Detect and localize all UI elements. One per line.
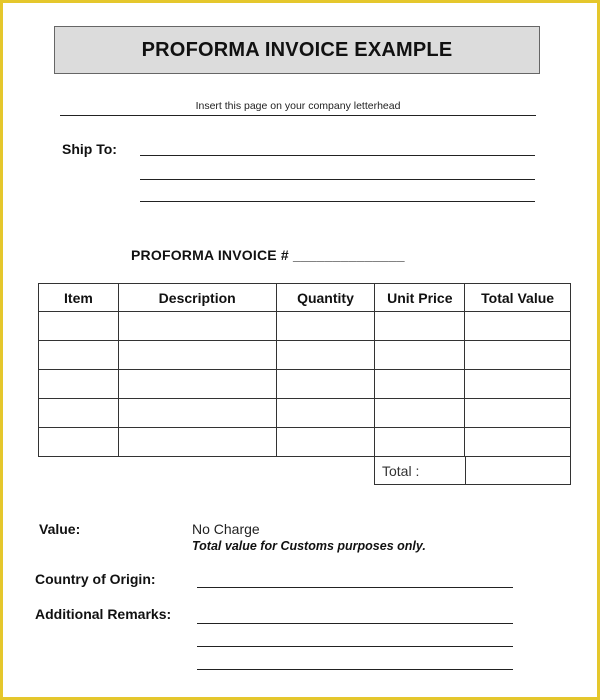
item-cell[interactable] <box>39 341 119 370</box>
total-value-cell[interactable] <box>465 341 571 370</box>
column-header-unit-price: Unit Price <box>375 284 465 312</box>
quantity-cell[interactable] <box>276 370 375 399</box>
total-value-cell[interactable] <box>465 312 571 341</box>
total-value-cell[interactable] <box>465 428 571 457</box>
invoice-number-label: PROFORMA INVOICE # ______________ <box>131 247 405 263</box>
unit-price-cell[interactable] <box>375 399 465 428</box>
unit-price-cell[interactable] <box>375 341 465 370</box>
additional-remarks-line-3[interactable] <box>197 669 513 670</box>
table-row <box>39 399 571 428</box>
value-label: Value: <box>39 521 81 537</box>
item-cell[interactable] <box>39 399 119 428</box>
total-value-cell[interactable] <box>465 370 571 399</box>
description-cell[interactable] <box>118 399 276 428</box>
table-row <box>39 428 571 457</box>
total-value-cell[interactable] <box>465 399 571 428</box>
total-label: Total : <box>375 457 466 485</box>
item-cell[interactable] <box>39 428 119 457</box>
quantity-cell[interactable] <box>276 341 375 370</box>
description-cell[interactable] <box>118 428 276 457</box>
letterhead-line <box>60 115 536 116</box>
ship-to-line-2[interactable] <box>140 179 535 180</box>
value-text: No Charge <box>192 521 260 537</box>
table-row <box>39 370 571 399</box>
total-row <box>374 456 571 485</box>
value-note: Total value for Customs purposes only. <box>192 539 426 553</box>
unit-price-cell[interactable] <box>375 370 465 399</box>
description-cell[interactable] <box>118 341 276 370</box>
item-cell[interactable] <box>39 312 119 341</box>
country-of-origin-label: Country of Origin: <box>35 571 156 587</box>
column-header-item: Item <box>39 284 119 312</box>
description-cell[interactable] <box>118 370 276 399</box>
ship-to-line-1[interactable] <box>140 155 535 156</box>
description-cell[interactable] <box>118 312 276 341</box>
ship-to-line-3[interactable] <box>140 201 535 202</box>
additional-remarks-line-1[interactable] <box>197 623 513 624</box>
unit-price-cell[interactable] <box>375 312 465 341</box>
additional-remarks-line-2[interactable] <box>197 646 513 647</box>
table-row <box>39 341 571 370</box>
quantity-cell[interactable] <box>276 428 375 457</box>
items-table <box>38 283 571 457</box>
table-header-row <box>39 284 571 312</box>
quantity-cell[interactable] <box>276 399 375 428</box>
column-header-quantity: Quantity <box>276 284 375 312</box>
ship-to-label: Ship To: <box>62 141 117 157</box>
column-header-total-value: Total Value <box>465 284 571 312</box>
additional-remarks-label: Additional Remarks: <box>35 606 172 622</box>
table-row <box>39 312 571 341</box>
column-header-description: Description <box>118 284 276 312</box>
quantity-cell[interactable] <box>276 312 375 341</box>
unit-price-cell[interactable] <box>375 428 465 457</box>
item-cell[interactable] <box>39 370 119 399</box>
letterhead-note: Insert this page on your company letterhead <box>195 100 401 112</box>
page-title: PROFORMA INVOICE EXAMPLE <box>54 26 540 74</box>
country-of-origin-line[interactable] <box>197 587 513 588</box>
total-value-field[interactable] <box>465 457 570 485</box>
